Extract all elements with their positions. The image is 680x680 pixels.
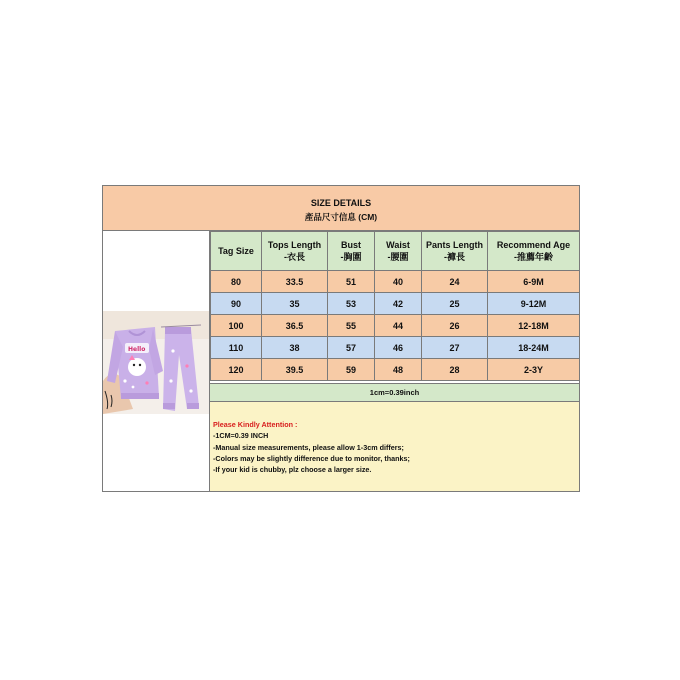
cell-recommend-age: 18-24M <box>488 337 580 359</box>
header-tag-size: Tag Size <box>211 232 262 271</box>
note-line: -1CM=0.39 INCH <box>213 431 269 441</box>
cell-pants-length: 25 <box>422 293 488 315</box>
header-bust: Bust -胸圍 <box>328 232 375 271</box>
header-tops-length: Tops Length -衣長 <box>262 232 328 271</box>
note-line: -Colors may be slightly difference due to monitor, thanks; <box>213 453 410 463</box>
conversion-note: 1cm=0.39inch <box>210 383 579 402</box>
size-chart <box>102 185 580 492</box>
cell-tops-length: 39.5 <box>262 359 328 381</box>
cell-waist: 44 <box>375 315 422 337</box>
chart-title: SIZE DETAILS <box>310 198 372 208</box>
cell-pants-length: 27 <box>422 337 488 359</box>
table-row <box>211 293 580 315</box>
cell-bust: 57 <box>328 337 375 359</box>
cell-pants-length: 24 <box>422 271 488 293</box>
table-row <box>211 337 580 359</box>
chart-subtitle: 產品尺寸信息 (CM) <box>304 212 378 222</box>
cell-bust: 51 <box>328 271 375 293</box>
cell-tag-size: 110 <box>211 337 262 359</box>
header-recommend-age: Recommend Age -推薦年齡 <box>488 232 580 271</box>
cell-recommend-age: 6-9M <box>488 271 580 293</box>
cell-waist: 40 <box>375 271 422 293</box>
cell-tag-size: 120 <box>211 359 262 381</box>
cell-bust: 53 <box>328 293 375 315</box>
cell-tops-length: 38 <box>262 337 328 359</box>
cell-bust: 55 <box>328 315 375 337</box>
attention-notes <box>210 402 579 491</box>
cell-tag-size: 90 <box>211 293 262 315</box>
svg-text:Hello: Hello <box>128 346 146 353</box>
cell-pants-length: 28 <box>422 359 488 381</box>
size-table-wrap <box>210 231 579 404</box>
note-line: -If your kid is chubby, plz choose a larger size. <box>213 465 372 475</box>
cell-recommend-age: 2-3Y <box>488 359 580 381</box>
kids-pajama-photo <box>103 231 209 491</box>
table-row <box>211 315 580 337</box>
cell-bust: 59 <box>328 359 375 381</box>
cell-tops-length: 35 <box>262 293 328 315</box>
cell-tag-size: 80 <box>211 271 262 293</box>
size-table <box>210 231 580 381</box>
table-row <box>211 359 580 381</box>
table-row <box>211 271 580 293</box>
cell-pants-length: 26 <box>422 315 488 337</box>
note-line: -Manual size measurements, please allow 1-3cm differs; <box>213 442 404 452</box>
header-waist: Waist -腰圍 <box>375 232 422 271</box>
table-header-row <box>211 232 580 271</box>
cell-waist: 48 <box>375 359 422 381</box>
attention-heading: Please Kindly Attention : <box>213 420 298 429</box>
cell-tops-length: 33.5 <box>262 271 328 293</box>
product-photo-cell <box>103 231 210 491</box>
cell-tops-length: 36.5 <box>262 315 328 337</box>
header-pants-length: Pants Length -褲長 <box>422 232 488 271</box>
cell-waist: 46 <box>375 337 422 359</box>
cell-recommend-age: 9-12M <box>488 293 580 315</box>
cell-waist: 42 <box>375 293 422 315</box>
cell-recommend-age: 12-18M <box>488 315 580 337</box>
cell-tag-size: 100 <box>211 315 262 337</box>
title-band <box>103 186 579 231</box>
